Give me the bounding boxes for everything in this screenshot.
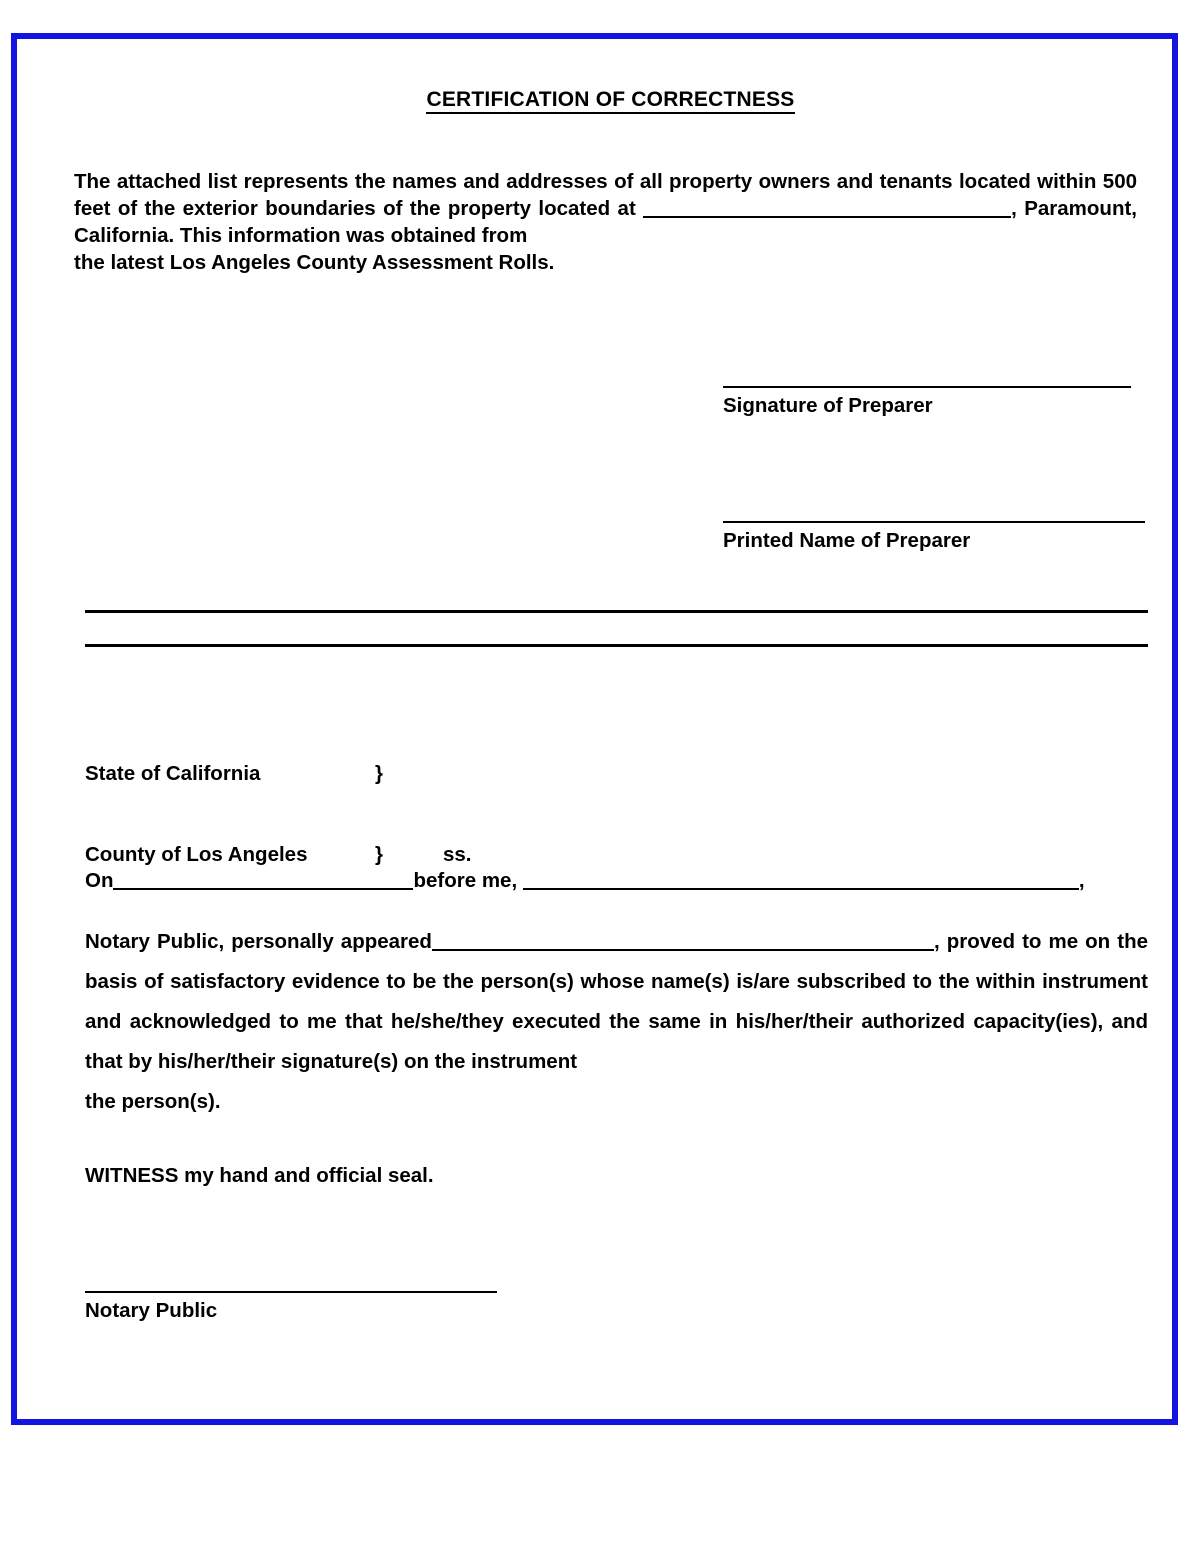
signature-of-preparer-block bbox=[723, 386, 1143, 418]
comma-after-officer: , bbox=[1078, 869, 1085, 892]
intro-line-4: the latest Los Angeles County Assessment Rolls. bbox=[74, 251, 555, 274]
proved-to-suffix: , proved to bbox=[933, 930, 1042, 953]
page-title-text: CERTIFICATION OF CORRECTNESS bbox=[426, 88, 794, 114]
signature-of-preparer-label: Signature of Preparer bbox=[723, 394, 933, 417]
intro-line-1: The attached list represents the names and addresses of all property owners and tenants bbox=[74, 170, 953, 193]
printed-name-of-preparer-block bbox=[723, 521, 1143, 553]
notary-public-prefix: Notary Public, personally appeared bbox=[85, 930, 432, 953]
state-brace: } bbox=[375, 762, 383, 785]
acknowledgement-body bbox=[85, 896, 1148, 1122]
acknowledgement-body-line-2: me on the basis of satisfactory evidence to be the person(s) whose name(s) is/are subscribed bbox=[85, 930, 1148, 993]
county-brace: } bbox=[375, 843, 383, 866]
intro-paragraph bbox=[74, 112, 1137, 276]
county-label: County of Los Angeles bbox=[85, 843, 308, 866]
divider-rule-lower bbox=[85, 644, 1148, 647]
page-title bbox=[74, 66, 1147, 112]
acknowledgement-body-line-5: the person(s). bbox=[85, 1090, 221, 1113]
acknowledgement-body-line-3: to the within instrument and acknowledged to me that he/she/they executed the same in bbox=[85, 970, 1148, 1033]
printed-name-of-preparer-label: Printed Name of Preparer bbox=[723, 529, 971, 552]
witness-statement: WITNESS my hand and official seal. bbox=[85, 1164, 434, 1187]
document-page-border bbox=[11, 33, 1178, 1425]
document-body bbox=[74, 66, 1148, 1322]
notary-officer-name-field[interactable] bbox=[523, 888, 1079, 890]
intro-line-2: located within 500 feet of the exterior boundaries of the property located at bbox=[74, 170, 1137, 220]
on-label: On bbox=[85, 869, 114, 892]
jurisdiction-state-row bbox=[85, 760, 472, 787]
intro-line-3: , Paramount, California. This information was obtained from bbox=[74, 197, 1137, 247]
notary-acknowledgement-block bbox=[85, 866, 1148, 1122]
acknowledgement-body-line-4: his/her/their authorized capacity(ies), and that by his/her/their signature(s) on the instrument bbox=[85, 1010, 1148, 1073]
state-label: State of California bbox=[85, 762, 261, 785]
notary-public-label: Notary Public bbox=[85, 1299, 218, 1322]
acknowledgement-date-line bbox=[85, 866, 1148, 896]
appeared-person-name-field[interactable] bbox=[432, 949, 934, 951]
jurisdiction-county-row bbox=[85, 841, 472, 868]
divider-rule-upper bbox=[85, 610, 1148, 613]
notary-public-signature-block bbox=[85, 1291, 505, 1323]
property-address-field[interactable] bbox=[643, 216, 1011, 218]
acknowledgement-date-field[interactable] bbox=[113, 888, 413, 890]
before-me-label: before me, bbox=[413, 869, 523, 892]
ss-label: ss. bbox=[443, 843, 472, 866]
